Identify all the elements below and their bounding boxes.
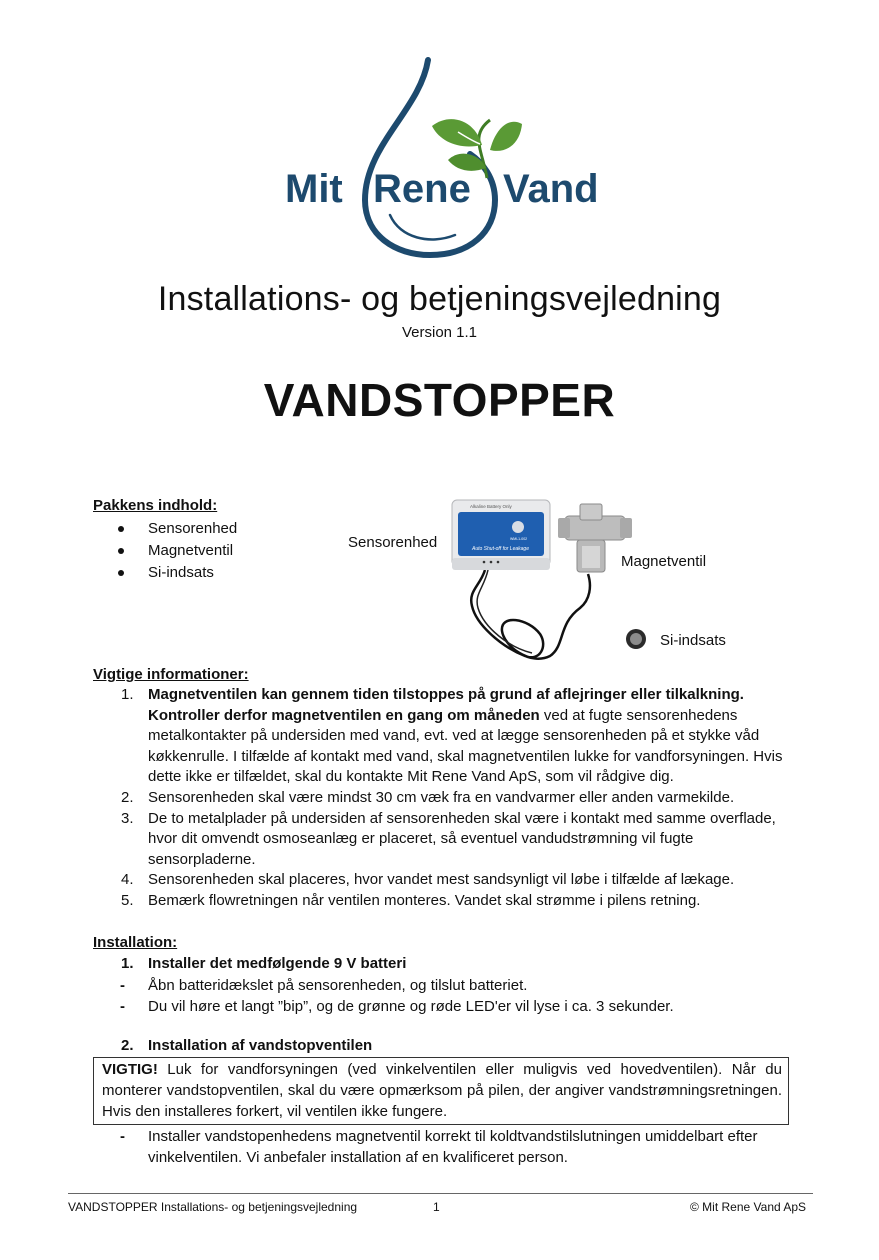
list-item: Magnetventil: [118, 540, 237, 562]
list-item: 5. Bemærk flowretningen når ventilen monteres. Vandet skal strømme i pilens retning.: [121, 891, 701, 909]
list-item: 2. Sensorenheden skal være mindst 30 cm væk fra en vandvarmer eller anden varmekilde.: [121, 788, 735, 806]
package-heading: Pakkens indhold:: [93, 497, 218, 514]
list-item: - Du vil høre et langt ”bip”, og de grønne og røde LED'er vil lyse i ca. 3 sekunder.: [120, 997, 674, 1015]
step-1-title: Installer det medfølgende 9 V batteri: [148, 955, 407, 972]
sensor-unit: [452, 500, 550, 570]
step-2-list: [93, 1127, 793, 1168]
magnetic-valve: [558, 504, 632, 572]
bullet-icon: [118, 570, 124, 576]
warning-label: VIGTIG!: [102, 1061, 158, 1078]
list-item: 4. Sensorenheden skal placeres, hvor vandet mest sandsynligt vil løbe i tilfælde af lækage.: [121, 871, 735, 889]
mit-rene-vand-logo: [270, 50, 615, 265]
step-2-number: 2.: [121, 1037, 134, 1054]
bullet-icon: [118, 548, 124, 554]
figure-label-insert: Si-indsats: [660, 632, 726, 649]
step-1-list: [93, 976, 793, 1017]
logo-text-vand: Vand: [503, 167, 599, 211]
footer-title: VANDSTOPPER Installations- og betjeningsvejledning: [68, 1200, 358, 1214]
step-1-number: 1.: [121, 955, 134, 972]
logo-text-mit: Mit: [285, 167, 343, 211]
list-item: - Åbn batteridækslet på sensorenheden, og tilslut batteriet.: [120, 977, 528, 994]
document-subtitle: Installations- og betjeningsvejledning: [157, 280, 722, 318]
footer-copyright: © Mit Rene Vand ApS: [690, 1200, 807, 1214]
list-item: - Installer vandstopenhedens magnetventil korrekt til koldtvandstilslutningen umiddelbart efter vinkelventilen. Vi anbefaler installation af en kvalificeret person.: [120, 1128, 758, 1166]
step-2-title: Installation af vandstopventilen: [148, 1037, 373, 1054]
device-text-bottom: Auto Shut-off for Leakage: [472, 546, 529, 552]
important-list: [93, 685, 793, 912]
footer-divider: [68, 1193, 813, 1194]
page-title: VANDSTOPPER: [263, 374, 616, 426]
list-item: Sensorenhed: [118, 518, 237, 540]
page-number: 1: [433, 1200, 440, 1214]
list-item: 1. Magnetventilen kan gennem tiden tilstoppes på grund af aflejringer eller tilkalkning. Kontroller derfor magnetventilen en gang om måneden ved at fugte sensorenhedens metalkontakter på undersiden med vand, evt. ved at lægge sensorenheden på et stykke våd køkkenrulle. I tilfælde af kontakt med vand, skal magnetventilen lukke for vandforsyningen. Hvis dette ikke er tilfældet, skal du kontakte Mit Rene Vand ApS, som vil rådgive dig.: [121, 686, 783, 786]
list-item: 3. De to metalplader på undersiden af sensorenheden skal være i kontakt med samme overflade, hvor dit omvendt osmoseanlæg er placeret, så eventuel vandudstrømning vil fugte sensorpladerne.: [121, 809, 776, 868]
warning-box: [93, 1057, 789, 1125]
logo-text-rene: Rene: [373, 167, 471, 211]
version-label: Version 1.1: [401, 324, 478, 341]
device-text-top: Alkaline Battery Only: [470, 504, 512, 509]
device-model: WML1-002: [510, 537, 528, 541]
important-heading: Vigtige informationer:: [93, 666, 249, 683]
figure-label-sensor: Sensorenhed: [348, 534, 438, 551]
bullet-icon: [118, 526, 124, 532]
figure-label-valve: Magnetventil: [621, 553, 707, 570]
warning-text: Luk for vandforsyningen (ved vinkelventilen eller muligvis ved hovedventilen). Når du monterer vandstopventilen, skal du være opmærksom på pilen, der angiver vandstrømningsretningen. Hvis den installeres forkert, vil ventilen ikke fungere.: [102, 1061, 782, 1120]
package-list: [118, 518, 237, 584]
installation-heading: Installation:: [93, 934, 178, 951]
list-item: Si-indsats: [118, 562, 237, 584]
product-photo: [440, 496, 760, 676]
